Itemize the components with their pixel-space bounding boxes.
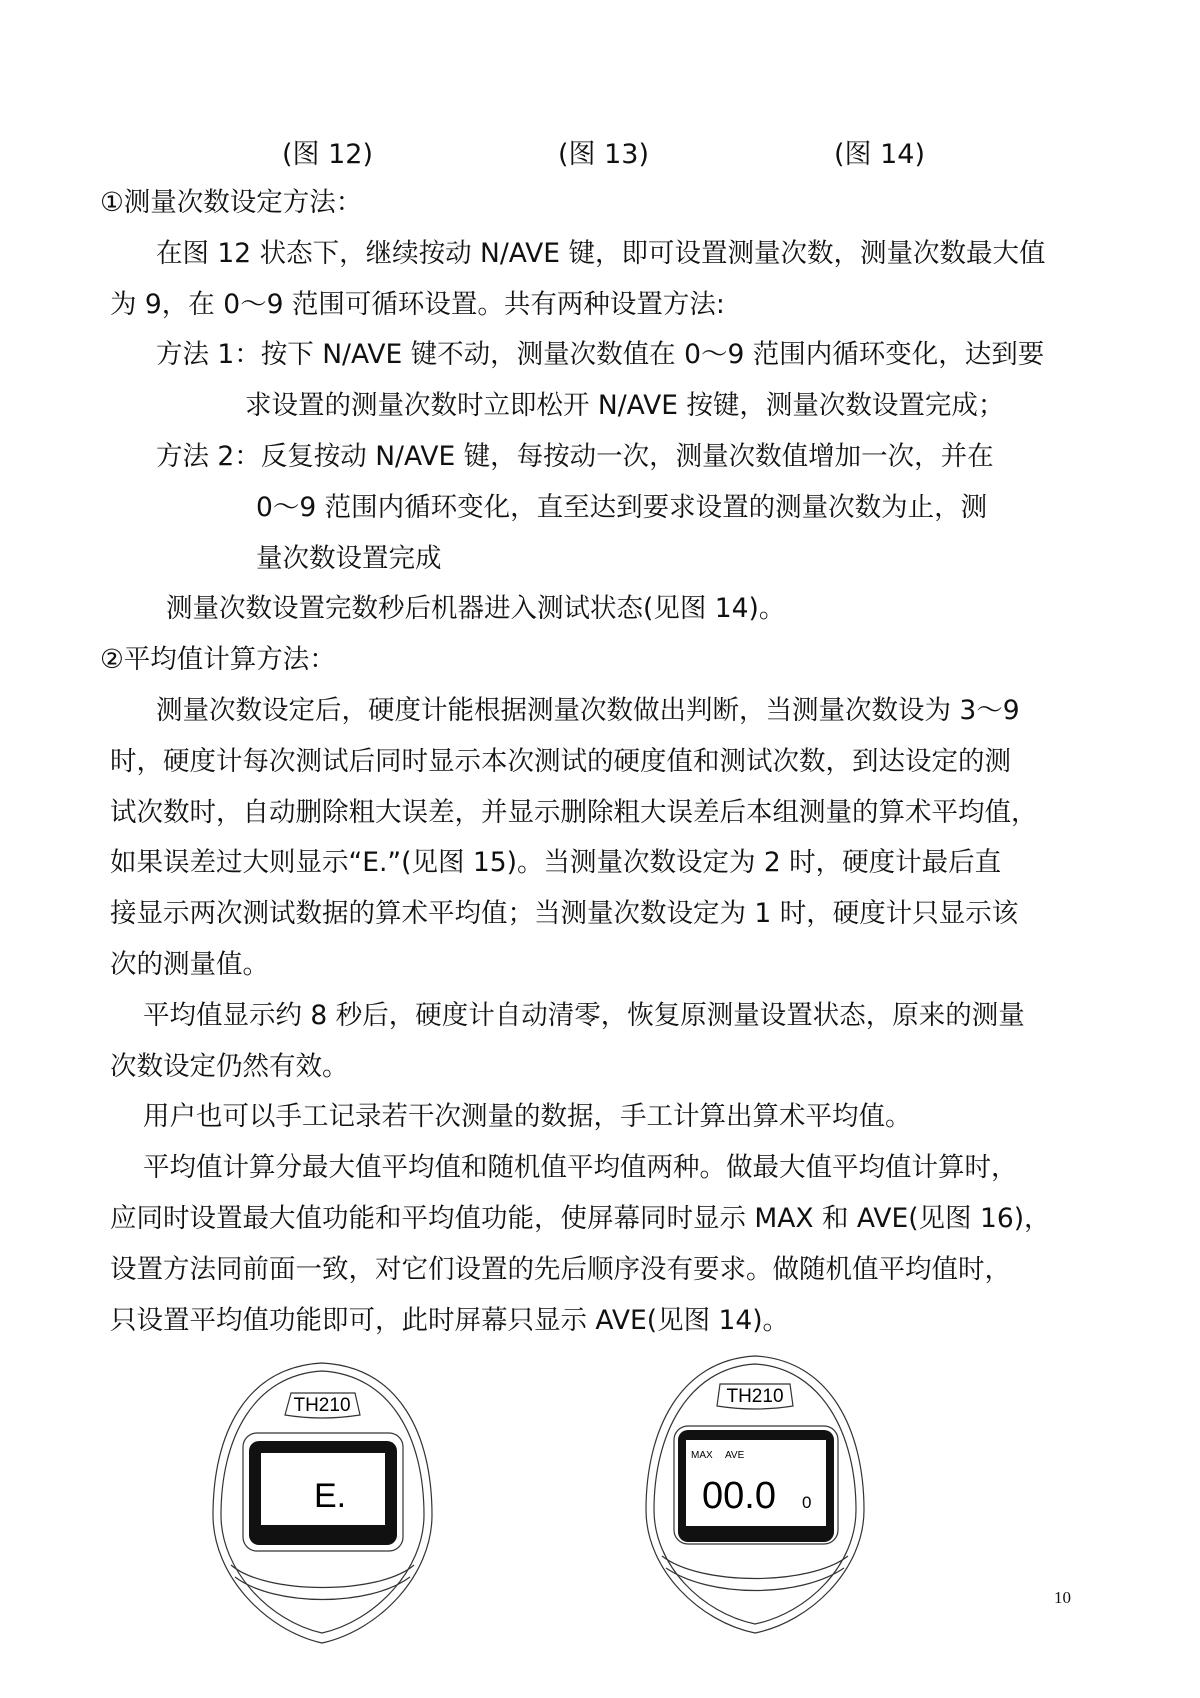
text-line: 用户也可以手工记录若干次测量的数据，手工计算出算术平均值。 [143,1101,912,1133]
text-line: 应同时设置最大值功能和平均值功能，使屏幕同时显示 MAX 和 AVE(见图 16)， [110,1203,1051,1234]
hardness-tester-figure-15 [205,1355,440,1650]
text-line: 平均值计算分最大值平均值和随机值平均值两种。做最大值平均值计算时， [143,1152,1018,1184]
text-line: 方法 1：按下 N/AVE 键不动，测量次数值在 0～9 范围内循环变化，达到要 [156,339,1045,371]
text-line: ②平均值计算方法： [100,644,336,676]
text-line: 求设置的测量次数时立即松开 N/AVE 按键，测量次数设置完成； [245,390,1005,422]
ave-indicator: AVE [725,1450,745,1461]
display-reading: 00.0 [702,1475,776,1517]
text-line: 量次数设置完成 [256,542,442,574]
hardness-tester-figure-16 [640,1350,870,1640]
text-line: 设置方法同前面一致，对它们设置的先后顺序没有要求。做随机值平均值时， [110,1253,1011,1285]
text-line: 时，硬度计每次测试后同时显示本次测试的硬度值和测试次数，到达设定的测 [110,745,1011,777]
max-indicator: MAX [691,1450,713,1461]
text-line: 平均值显示约 8 秒后，硬度计自动清零，恢复原测量设置状态，原来的测量 [143,999,1025,1031]
text-line: 0～9 范围内循环变化，直至达到要求设置的测量次数为止，测 [256,491,988,523]
text-line: 如果误差过大则显示“E.”(见图 15)。当测量次数设定为 2 时，硬度计最后直 [110,847,1002,879]
text-line: 只设置平均值功能即可，此时屏幕只显示 AVE(见图 14)。 [110,1304,790,1336]
text-line: ①测量次数设定方法： [100,187,363,218]
figure-caption-13: (图 13) [558,139,650,170]
display-count: 0 [802,1493,812,1512]
text-line: 测量次数设定后，硬度计能根据测量次数做出判断，当测量次数设为 3～9 [156,695,1020,726]
text-line: 接显示两次测试数据的算术平均值；当测量次数设定为 1 时，硬度计只显示该 [110,898,1019,930]
text-line: 次的测量值。 [110,949,269,980]
text-line: 在图 12 状态下，继续按动 N/AVE 键，即可设置测量次数，测量次数最大值 [156,237,1046,269]
device-model-label: TH210 [726,1386,784,1407]
figure-caption-12: (图 12) [282,139,374,170]
text-line: 次数设定仍然有效。 [110,1050,349,1082]
text-line: 测量次数设置完数秒后机器进入测试状态(见图 14)。 [166,593,786,625]
text-line: 试次数时，自动删除粗大误差，并显示删除粗大误差后本组测量的算术平均值， [110,796,1038,828]
device-model-label: TH210 [293,1395,351,1416]
text-line: 为 9，在 0～9 范围可循环设置。共有两种设置方法: [110,288,725,320]
figure-caption-14: (图 14) [834,139,926,170]
page-number: 10 [1054,1588,1071,1607]
text-line: 方法 2：反复按动 N/AVE 键，每按动一次，测量次数值增加一次，并在 [156,441,994,472]
display-error-reading: E. [313,1477,347,1515]
